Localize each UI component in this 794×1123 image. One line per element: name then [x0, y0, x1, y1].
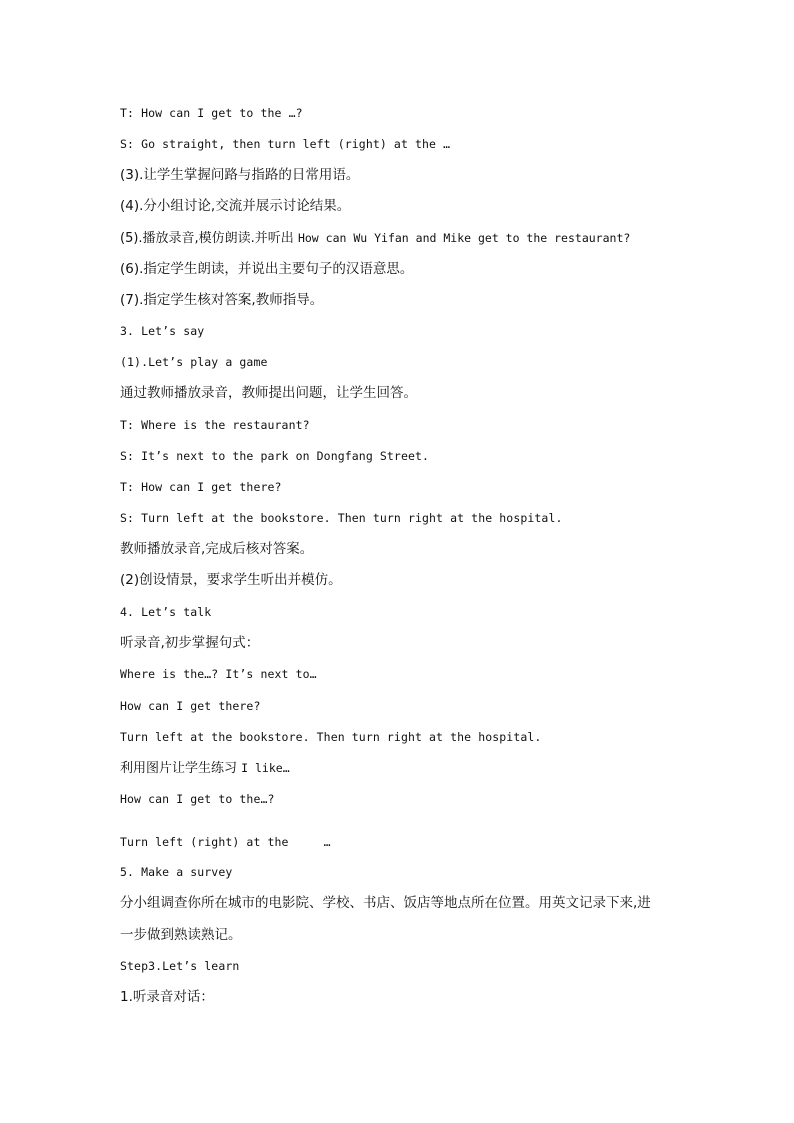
step-item-cn-part: (5).播放录音,模仿朗读.并听出 — [120, 231, 294, 246]
dialogue-line: T: Where is the restaurant? — [120, 418, 310, 432]
step-item: 1.听录音对话： — [120, 989, 214, 1005]
dialogue-line: T: How can I get to the …? — [120, 106, 303, 120]
step-item: (6).指定学生朗读，并说出主要句子的汉语意思。 — [120, 261, 414, 277]
section-heading: 5. Make a survey — [120, 865, 233, 879]
practice-en-part: I like… — [241, 761, 290, 775]
sentence-pattern: How can I get there? — [120, 699, 261, 713]
sentence-pattern: Where is the…? It’s next to… — [120, 667, 317, 681]
section-heading: 4. Let’s talk — [120, 605, 212, 619]
dialogue-line: S: Go straight, then turn left (right) at the … — [120, 137, 451, 151]
instruction-line: 一步做到熟读熟记。 — [120, 927, 242, 943]
instruction-line: 教师播放录音,完成后核对答案。 — [120, 541, 314, 557]
dialogue-line: T: How can I get there? — [120, 480, 282, 494]
step-item: (7).指定学生核对答案,教师指导。 — [120, 292, 324, 308]
sentence-pattern: How can I get to the…? — [120, 792, 275, 806]
step-item: (3).让学生掌握问路与指路的日常用语。 — [120, 167, 360, 183]
instruction-line: 通过教师播放录音，教师提出问题，让学生回答。 — [120, 385, 417, 401]
practice-line-mixed — [120, 759, 714, 777]
practice-cn-part: 利用图片让学生练习 — [120, 761, 238, 776]
section-heading: 3. Let’s say — [120, 324, 205, 338]
step-item-en-part: How can Wu Yifan and Mike get to the restaurant? — [297, 231, 631, 245]
step-item-mixed — [120, 229, 714, 247]
instruction-line: 分小组调查你所在城市的电影院、学校、书店、饭店等地点所在位置。用英文记录下来,进 — [120, 895, 651, 911]
sentence-pattern: Turn left at the bookstore. Then turn right at the hospital. — [120, 730, 542, 744]
dialogue-line: S: Turn left at the bookstore. Then turn right at the hospital. — [120, 511, 563, 525]
instruction-line: 听录音,初步掌握句式： — [120, 635, 260, 651]
sentence-pattern: Turn left (right) at the … — [120, 835, 331, 849]
sub-heading: (1).Let’s play a game — [120, 355, 268, 369]
dialogue-line: S: It’s next to the park on Dongfang Street. — [120, 449, 430, 463]
step-item: (2)创设情景，要求学生听出并模仿。 — [120, 572, 342, 588]
step-item: (4).分小组讨论,交流并展示讨论结果。 — [120, 198, 351, 214]
step-heading: Step3.Let’s learn — [120, 959, 240, 973]
